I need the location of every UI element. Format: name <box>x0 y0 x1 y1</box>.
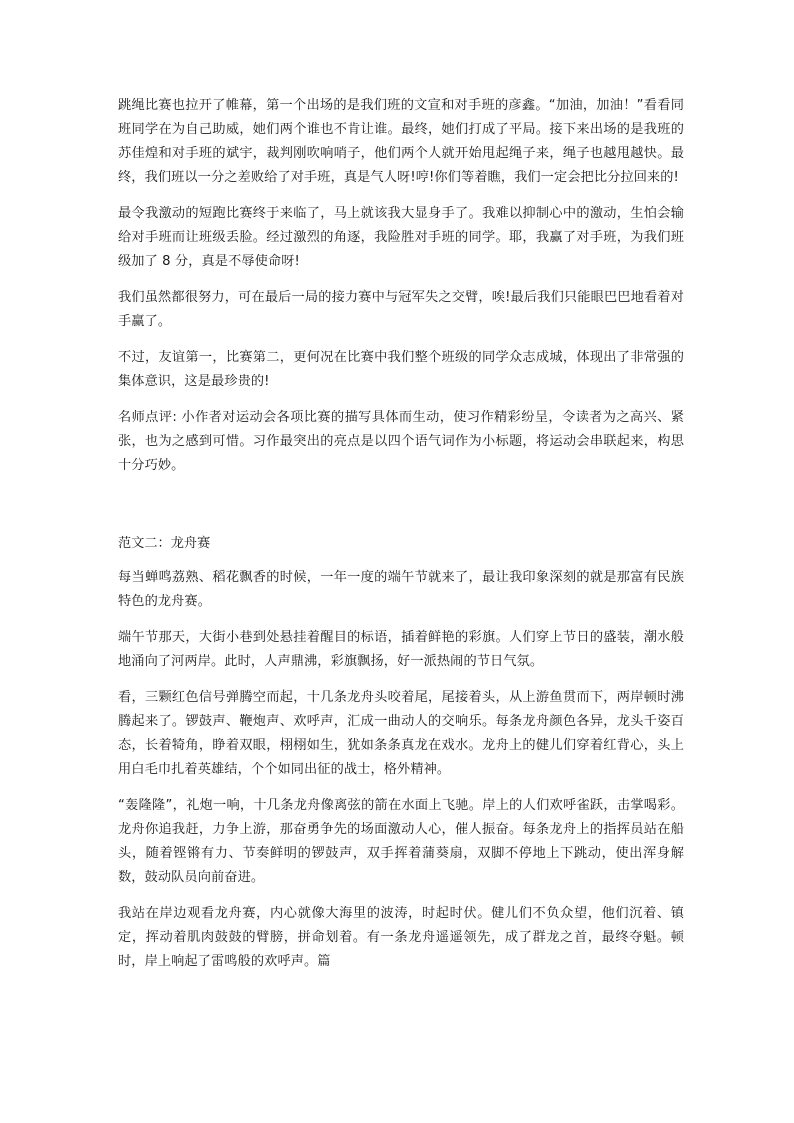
paragraph: 不过，友谊第一，比赛第二，更何况在比赛中我们整个班级的同学众志成城，体现出了非常强的集体意识，这是最珍贵的! <box>118 350 684 389</box>
paragraph: 端午节那天，大街小巷到处悬挂着醒目的标语，插着鲜艳的彩旗。人们穿上节日的盛装，潮水般地涌向了河两岸。此时，人声鼎沸，彩旗飘扬，好一派热闹的节日气氛。 <box>118 630 684 669</box>
paragraph: 跳绳比赛也拉开了帷幕，第一个出场的是我们班的文宣和对手班的彦鑫。“加油，加油！”看看同班同学在为自己助威，她们两个谁也不肯让谁。最终，她们打成了平局。接下来出场的是我班的苏佳煌和对手班的斌宇，裁判刚吹响哨子，他们两个人就开始甩起绳子来，绳子也越甩越快。最终，我们班以一分之差败给了对手班，真是气人呀!哼!你们等着瞧，我们一定会把比分拉回来的! <box>118 98 684 185</box>
paragraph: 看，三颗红色信号弹腾空而起，十几条龙舟头咬着尾，尾接着头，从上游鱼贯而下，两岸顿时沸腾起来了。锣鼓声、鞭炮声、欢呼声，汇成一曲动人的交响乐。每条龙舟颜色各异，龙头千姿百态，长着犄角，睁着双眼，栩栩如生，犹如条条真龙在戏水。龙舟上的健儿们穿着红背心，头上用白毛巾扎着英雄结，个个如同出征的战士，格外精神。 <box>118 690 684 777</box>
paragraph: 我站在岸边观看龙舟赛，内心就像大海里的波涛，时起时伏。健儿们不负众望，他们沉着、镇定，挥动着肌肉鼓鼓的臂膀，拼命划着。有一条龙舟遥遥领先，成了群龙之首，最终夺魁。顿时，岸上响起了雷鸣般的欢呼声。篇 <box>118 906 684 969</box>
section-gap <box>118 490 684 532</box>
document-page <box>118 94 684 986</box>
teacher-comment: 名师点评: 小作者对运动会各项比赛的描写具体而生动，使习作精彩纷呈，令读者为之高兴、紧张，也为之感到可惜。习作最突出的亮点是以四个语气词作为小标题，将运动会串联起来，构思十分巧妙。 <box>118 410 684 473</box>
paragraph: 我们虽然都很努力，可在最后一局的接力赛中与冠军失之交臂，唉!最后我们只能眼巴巴地看着对手赢了。 <box>118 290 684 329</box>
paragraph: 每当蝉鸣荔熟、稻花飘香的时候，一年一度的端午节就来了，最让我印象深刻的就是那富有民族特色的龙舟赛。 <box>118 570 684 609</box>
section-title: 范文二：龙舟赛 <box>118 536 211 551</box>
paragraph: 最令我激动的短跑比赛终于来临了，马上就该我大显身手了。我难以抑制心中的激动，生怕会输给对手班而让班级丢脸。经过激烈的角逐，我险胜对手班的同学。耶，我赢了对手班，为我们班级加了 8 分，真是不辱使命呀! <box>118 206 684 269</box>
paragraph: “轰隆隆”，礼炮一响，十几条龙舟像离弦的箭在水面上飞驰。岸上的人们欢呼雀跃，击掌喝彩。龙舟你追我赶，力争上游，那奋勇争先的场面激动人心，催人振奋。每条龙舟上的指挥员站在船头，随着铿锵有力、节奏鲜明的锣鼓声，双手挥着蒲葵扇，双脚不停地上下跳动，使出浑身解数，鼓动队员向前奋进。 <box>118 798 684 885</box>
